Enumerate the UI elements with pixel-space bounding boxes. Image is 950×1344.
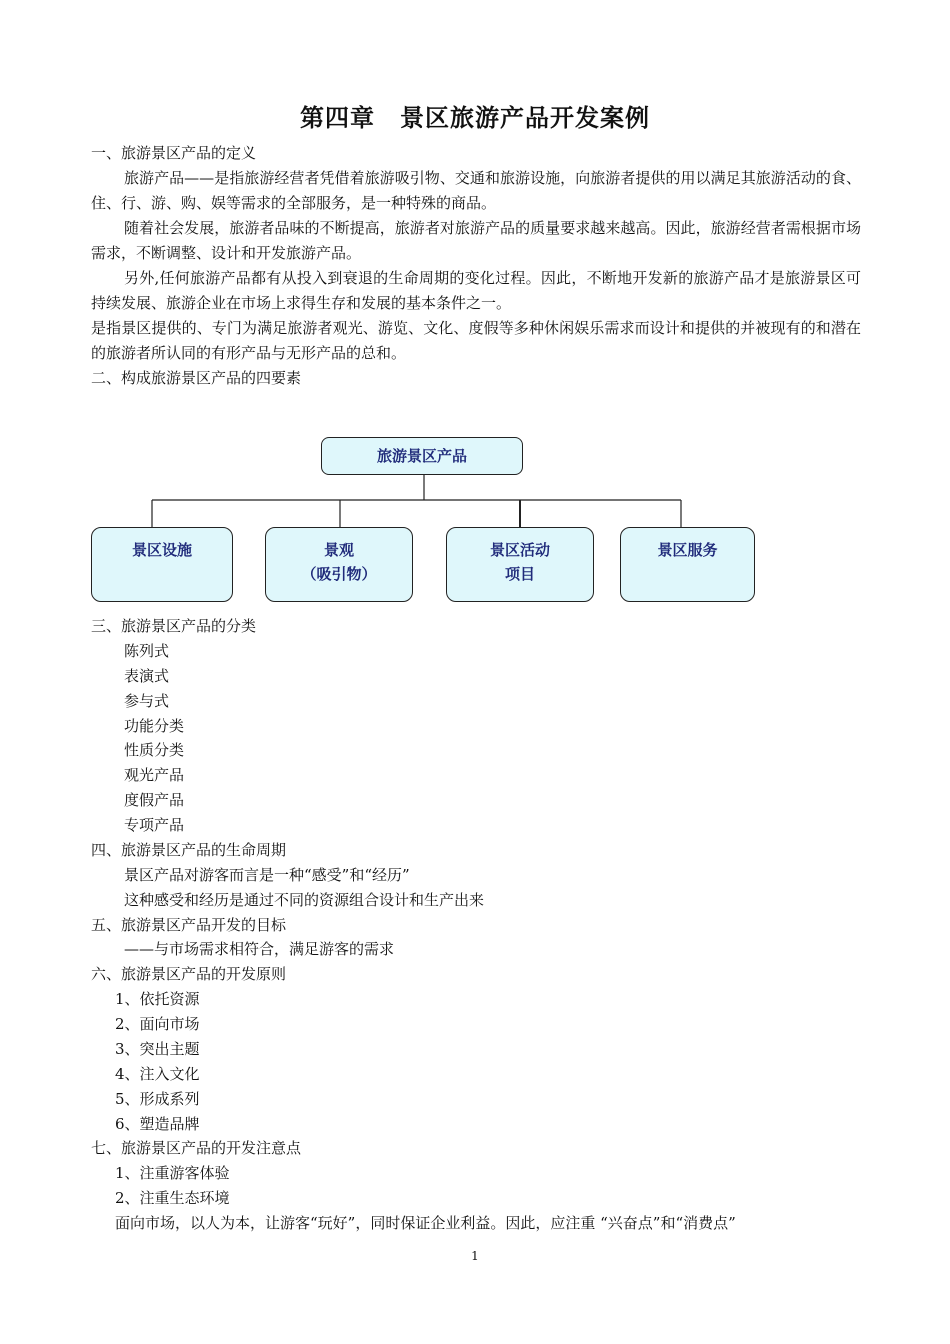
diagram-node-scenery-label: 景观 — [323, 541, 354, 559]
list-item: 2、面向市场 — [115, 1015, 200, 1033]
section-heading-6: 六、旅游景区产品的开发原则 — [91, 965, 287, 983]
list-item: 5、形成系列 — [115, 1090, 200, 1108]
paragraph-definition: 旅游产品——是指旅游经营者凭借着旅游吸引物、交通和旅游设施，向旅游者提供的用以满足其旅游活动的食、住、行、游、购、娱等需求的全部服务，是一种特殊的商品。 — [91, 169, 861, 212]
list-item: 性质分类 — [124, 741, 185, 759]
diagram-node-scenery — [265, 527, 413, 602]
diagram-node-activities — [446, 527, 594, 602]
paragraph-lifecycle: 另外,任何旅游产品都有从投入到衰退的生命周期的变化过程。因此，不断地开发新的旅游产品才是旅游景区可持续发展、旅游企业在市场上求得生存和发展的基本条件之一。 — [91, 269, 861, 312]
diagram-node-facilities — [91, 527, 233, 602]
paragraph-tail: 面向市场，以人为本，让游客“玩好”，同时保证企业利益。因此，应注重 “兴奋点”和“消费点” — [115, 1214, 736, 1232]
list-item: 观光产品 — [124, 766, 185, 784]
list-item: 景区产品对游客而言是一种“感受”和“经历” — [124, 866, 410, 884]
diagram-node-facilities-label: 景区设施 — [131, 541, 192, 559]
paragraph-scenic-product: 是指景区提供的、专门为满足旅游者观光、游览、文化、度假等多种休闲娱乐需求而设计和提供的并被现有的和潜在的旅游者所认同的有形产品与无形产品的总和。 — [91, 319, 861, 362]
list-item: 6、塑造品牌 — [115, 1115, 200, 1133]
list-item: 3、突出主题 — [115, 1040, 200, 1058]
diagram-node-activities-label: 景区活动 — [489, 541, 550, 559]
list-item: 1、依托资源 — [115, 990, 200, 1008]
list-item: 1、注重游客体验 — [115, 1164, 230, 1182]
list-item: 陈列式 — [124, 642, 170, 660]
section-heading-3: 三、旅游景区产品的分类 — [91, 617, 257, 635]
diagram-node-activities-sublabel: 项目 — [504, 565, 535, 583]
section-heading-5: 五、旅游景区产品开发的目标 — [91, 916, 287, 934]
diagram-node-services-label: 景区服务 — [657, 541, 718, 559]
diagram-node-scenery-sublabel: （吸引物） — [301, 565, 377, 583]
diagram-node-root-label: 旅游景区产品 — [376, 447, 467, 465]
list-item: ——与市场需求相符合，满足游客的需求 — [124, 940, 395, 958]
section-heading-1: 一、旅游景区产品的定义 — [91, 144, 257, 162]
list-item: 功能分类 — [124, 717, 185, 735]
paragraph-market: 随着社会发展，旅游者品味的不断提高，旅游者对旅游产品的质量要求越来越高。因此，旅游经营者需根据市场需求，不断调整、设计和开发旅游产品。 — [91, 219, 861, 262]
list-item: 专项产品 — [124, 816, 185, 834]
section-heading-7: 七、旅游景区产品的开发注意点 — [91, 1139, 302, 1157]
page-title: 第四章 景区旅游产品开发案例 — [300, 104, 650, 132]
list-item: 参与式 — [124, 692, 170, 710]
list-item: 4、注入文化 — [115, 1065, 200, 1083]
list-item: 表演式 — [124, 667, 170, 685]
list-item: 度假产品 — [124, 791, 185, 809]
page-number: 1 — [471, 1249, 479, 1263]
diagram-node-services — [620, 527, 755, 602]
diagram-node-root — [321, 437, 523, 475]
section-heading-4: 四、旅游景区产品的生命周期 — [91, 841, 287, 859]
section-heading-2: 二、构成旅游景区产品的四要素 — [91, 369, 302, 387]
list-item: 这种感受和经历是通过不同的资源组合设计和生产出来 — [124, 891, 485, 909]
list-item: 2、注重生态环境 — [115, 1189, 230, 1207]
